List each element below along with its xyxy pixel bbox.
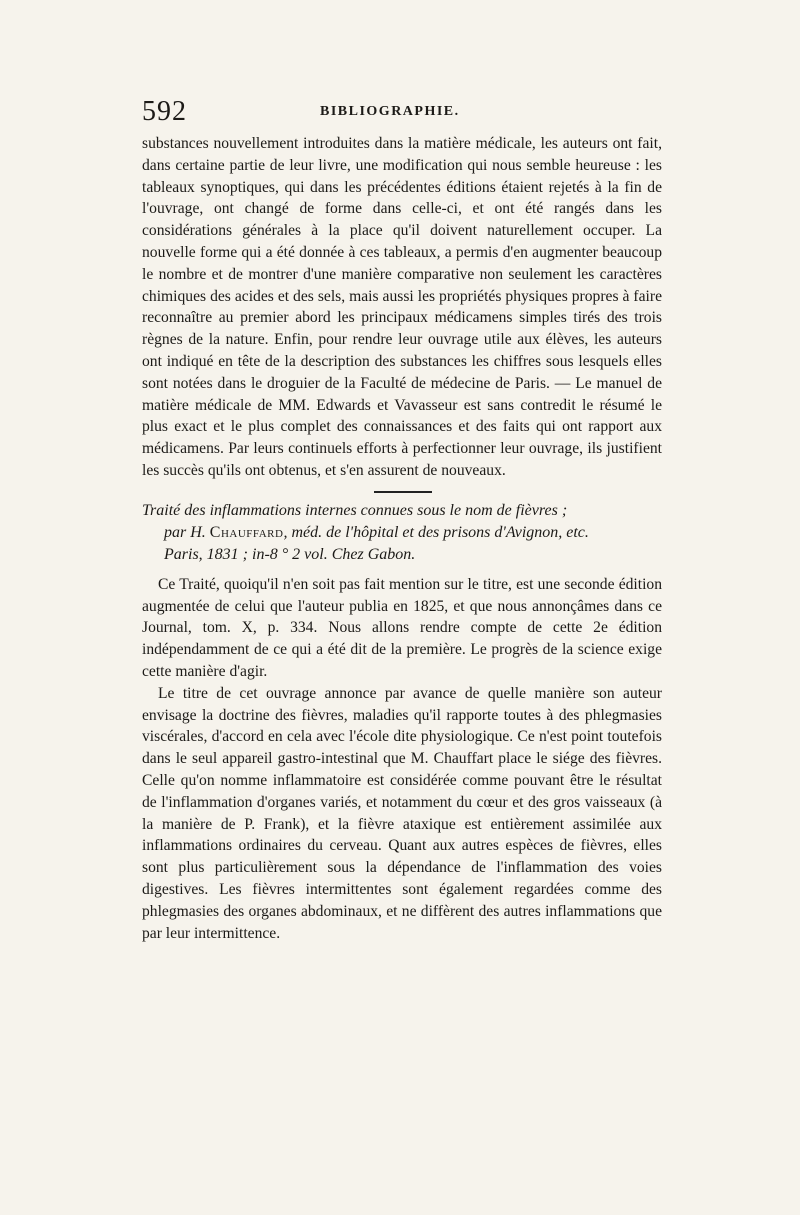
book-title-line: Traité des inflammations internes connues sous le nom de fièvres ; <box>142 501 568 519</box>
divider-rule <box>374 491 432 493</box>
paragraph-continued: substances nouvellement introduites dans la matière médicale, les auteurs ont fait, dans certaine partie de leur livre, une modification qui nous semble heureuse : les tableaux synoptiques, qui dans les précédentes éditions étaient rejetés à la fin de l'ouvrage, ont changé de forme dans celle-ci, et ont été rangés dans les considérations générales à la place qu'il doivent naturellement occuper. La nouvelle forme qui a été donnée à ces tableaux, a permis d'en augmenter beaucoup le nombre et de montrer d'une manière comparative non seulement les caractères chimiques des acides et des sels, mais aussi les propriétés physiques propres à faire reconnaître au premier abord les principaux médicamens simples tirés des trois règnes de la nature. Enfin, pour rendre leur ouvrage utile aux élèves, les auteurs ont indiqué en tête de la description des substances les chiffres sous lesquels elles sont notées dans le droguier de la Faculté de médecine de Paris. — Le manuel de matière médicale de MM. Edwards et Vavasseur est sans contredit le résumé le plus exact et le plus complet des connaissances et des faits qui ont rapport aux médicamens. Par leurs continuels efforts à perfectionner leur ouvrage, ils justifient les succès qu'ils ont obtenus, et s'en assurent de nouveaux. <box>142 135 662 479</box>
running-head: BIBLIOGRAPHIE. <box>320 104 460 119</box>
paragraph: Le titre de cet ouvrage annonce par avance de quelle manière son auteur envisage la doctrine des fièvres, maladies qu'il rapporte toutes à des phlegmasies viscérales, d'accord en cela avec l'école dite physiologique. Ce n'est point toutefois dans le seul appareil gastro-intestinal que M. Chauffart place le siége des fièvres. Celle qu'on nomme inflammatoire est considérée comme pouvant être le résultat de l'inflammation d'organes variés, et notamment du cœur et des gros vaisseaux (à la manière de P. Frank), et la fièvre ataxique est entièrement assimilée aux inflammations ordinaires du cerveau. Quant aux autres espèces de fièvres, elles sont plus particulièrement sous la dépendance de l'inflammation des voies digestives. Les fièvres intermittentes sont également regardées comme des phlegmasies des organes abdominaux, et ne diffèrent des autres inflammations que par leur intermittence. <box>142 684 662 942</box>
book-author-line <box>142 522 662 544</box>
page-number: 592 <box>142 96 187 127</box>
book-imprint-line: Paris, 1831 ; in-8 ° 2 vol. Chez Gabon. <box>164 545 416 563</box>
paragraph: Ce Traité, quoiqu'il n'en soit pas fait mention sur le titre, est une seconde édition augmentée de celui que l'auteur publia en 1825, et que nous annonçâmes dans ce Journal, tom. X, p. 334. Nous allons rendre compte de cette 2e édition indépendamment de ce qui a été dit de la première. Le progrès de la science exige cette manière d'agir. <box>142 575 662 680</box>
body-text <box>142 133 662 944</box>
author-prefix: par H. <box>164 523 210 541</box>
section-divider <box>142 488 662 496</box>
page-header <box>142 96 662 126</box>
author-suffix: , méd. de l'hôpital et des prisons d'Avignon, etc. <box>283 523 589 541</box>
author-name: Chauffard <box>209 523 284 541</box>
book-title-block <box>142 500 662 566</box>
